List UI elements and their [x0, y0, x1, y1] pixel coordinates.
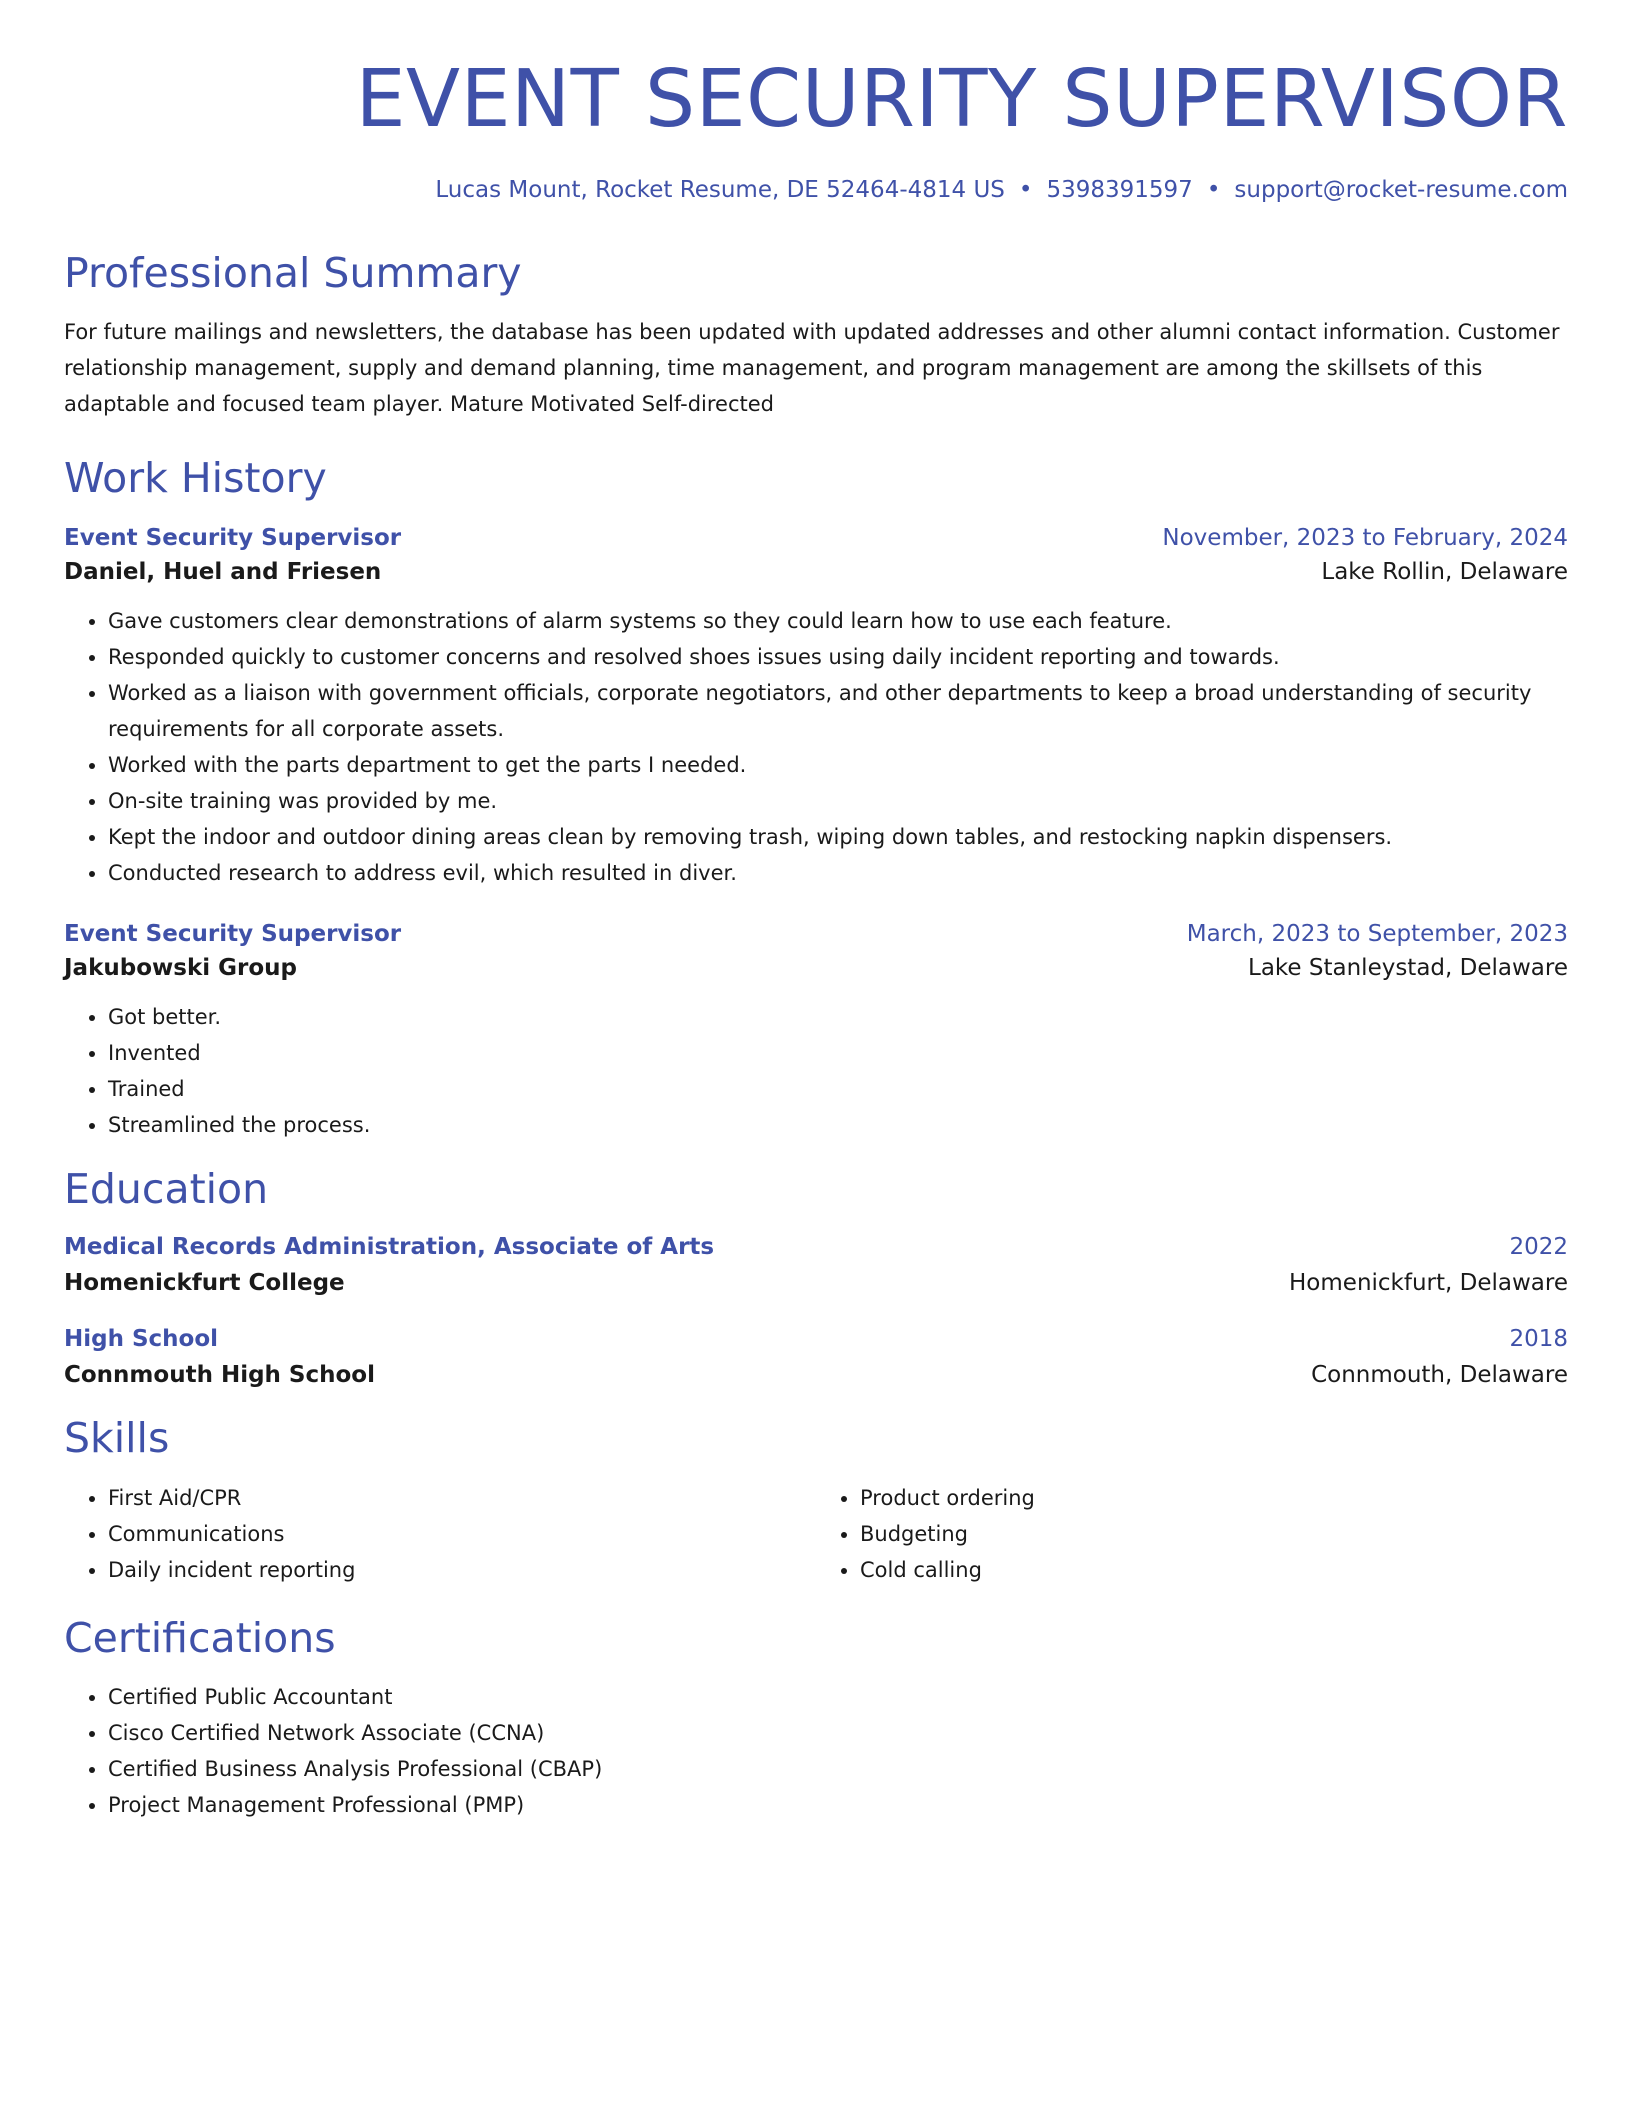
skills-list [816, 1480, 1568, 1588]
job-title-row [64, 921, 1568, 947]
skill-item: • Communications [108, 1516, 816, 1552]
job-bullet: • Worked as a liaison with government officials, corporate negotiators, and other departments to keep a broad understanding of security requirements for all corporate assets. [108, 675, 1568, 747]
education-degree: Medical Records Administration, Associate of Arts [64, 1234, 715, 1261]
job-bullet: • Got better. [108, 999, 1568, 1035]
skill-item: • Product ordering [860, 1480, 1568, 1516]
job-bullet: • Responded quickly to customer concerns and resolved shoes issues using daily incident reporting and towards. [108, 639, 1568, 675]
certification-item: • Project Management Professional (PMP) [108, 1787, 1568, 1823]
job-company: Daniel, Huel and Friesen [64, 559, 382, 586]
job-location: Lake Rollin, Delaware [1321, 559, 1568, 586]
skill-item: • Cold calling [860, 1552, 1568, 1588]
summary-text: For future mailings and newsletters, the database has been updated with updated addresses and other alumni contact information. Customer relationship management, supply and demand planning, time management, and program management are among the skillsets of this adaptable and focused team player. Mature Motivated Self-directed [64, 320, 1560, 417]
certification-item: • Certified Business Analysis Professional (CBAP) [108, 1751, 1568, 1787]
summary-heading: Professional Summary [64, 248, 522, 297]
contact-phone: 5398391597 [1046, 176, 1193, 203]
skill-item: • Budgeting [860, 1516, 1568, 1552]
education-degree-row [64, 1234, 1568, 1260]
contact-line [64, 177, 1568, 203]
certification-item: • Certified Public Accountant [108, 1679, 1568, 1715]
education-degree: High School [64, 1326, 219, 1353]
education-year: 2018 [1509, 1326, 1568, 1353]
job-bullet: • Kept the indoor and outdoor dining areas clean by removing trash, wiping down tables, and restocking napkin dispensers. [108, 819, 1568, 855]
job-bullet: • Invented [108, 1035, 1568, 1071]
education-school: Connmouth High School [64, 1362, 375, 1389]
certifications-list [64, 1679, 1568, 1823]
job-dates: November, 2023 to February, 2024 [1162, 525, 1568, 552]
job-company: Jakubowski Group [64, 955, 297, 982]
job-bullet: • Gave customers clear demonstrations of alarm systems so they could learn how to use each feature. [108, 603, 1568, 639]
job-bullet: • Streamlined the process. [108, 1107, 1568, 1143]
education-degree-row [64, 1326, 1568, 1352]
job-bullet: • Trained [108, 1071, 1568, 1107]
skills-column-right [816, 1480, 1568, 1588]
job-title-row [64, 525, 1568, 551]
job-entry [64, 525, 1568, 891]
job-bullets [64, 603, 1568, 891]
job-bullets [64, 999, 1568, 1143]
education-entry [64, 1234, 1568, 1296]
education-location: Homenickfurt, Delaware [1289, 1270, 1568, 1297]
skills-list [64, 1480, 816, 1588]
work-history-heading: Work History [64, 454, 327, 503]
education-school: Homenickfurt College [64, 1270, 345, 1297]
certification-item: • Cisco Certified Network Associate (CCNA) [108, 1715, 1568, 1751]
skills-column-left [64, 1480, 816, 1588]
education-year: 2022 [1509, 1234, 1568, 1261]
certifications-heading: Certifications [64, 1613, 336, 1662]
contact-separator: • [1018, 176, 1033, 203]
job-company-row [64, 955, 1568, 981]
job-title: Event Security Supervisor [64, 921, 402, 948]
education-heading: Education [64, 1165, 269, 1214]
job-dates: March, 2023 to September, 2023 [1186, 921, 1568, 948]
education-entry [64, 1326, 1568, 1388]
skills-heading: Skills [64, 1414, 170, 1463]
job-company-row [64, 559, 1568, 585]
job-entry [64, 921, 1568, 1143]
education-school-row [64, 1362, 1568, 1388]
resume-title: EVENT SECURITY SUPERVISOR [355, 53, 1568, 145]
education-school-row [64, 1270, 1568, 1296]
skill-item: • Daily incident reporting [108, 1552, 816, 1588]
contact-address: Lucas Mount, Rocket Resume, DE 52464-4814 US [435, 176, 1005, 203]
job-bullet: • Worked with the parts department to get the parts I needed. [108, 747, 1568, 783]
contact-separator: • [1206, 176, 1221, 203]
job-location: Lake Stanleystad, Delaware [1248, 955, 1568, 982]
contact-email[interactable]: support@rocket-resume.com [1234, 176, 1568, 203]
skill-item: • First Aid/CPR [108, 1480, 816, 1516]
education-location: Connmouth, Delaware [1311, 1362, 1568, 1389]
job-bullet: • On-site training was provided by me. [108, 783, 1568, 819]
skills-grid [64, 1480, 1568, 1588]
job-title: Event Security Supervisor [64, 525, 402, 552]
job-bullet: • Conducted research to address evil, which resulted in diver. [108, 855, 1568, 891]
